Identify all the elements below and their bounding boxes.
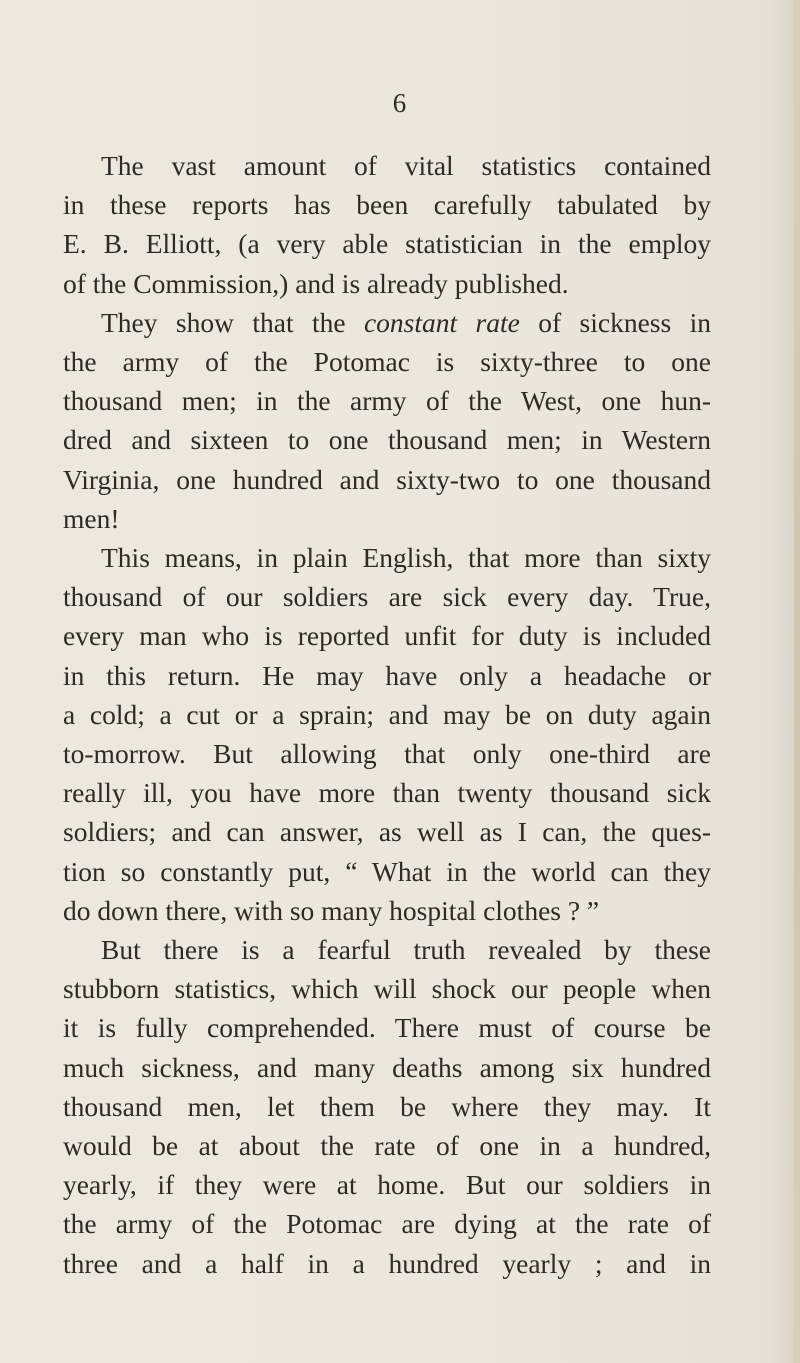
text-run: They show that the xyxy=(101,306,364,338)
text-line: do down there, with so many hospital clothes ? ” xyxy=(63,894,600,926)
text-line: every man who is reported unfit for duty is included xyxy=(63,620,711,652)
text-line: three and a half in a hundred yearly ; and in xyxy=(63,1247,711,1279)
text-line: really ill, you have more than twenty thousand sick xyxy=(63,777,711,809)
text-line: yearly, if they were at home. But our soldiers in xyxy=(63,1169,711,1201)
text-line: Virginia, one hundred and sixty-two to one thousand xyxy=(63,463,711,495)
text-line: it is fully comprehended. There must of course be xyxy=(63,1012,711,1044)
text-line: dred and sixteen to one thousand men; in Western xyxy=(63,424,711,456)
text-line: soldiers; and can answer, as well as I can, the ques- xyxy=(63,816,711,848)
paragraph-1 xyxy=(63,146,711,303)
text-line: This means, in plain English, that more than sixty xyxy=(101,542,711,574)
text-line: thousand of our soldiers are sick every day. True, xyxy=(63,581,711,613)
text-run: of sickness in xyxy=(519,306,711,338)
text-line: stubborn statistics, which will shock our people when xyxy=(63,973,711,1005)
page-number: 6 xyxy=(392,88,408,118)
text-line: men! xyxy=(63,502,120,534)
paragraph-2 xyxy=(63,303,711,538)
text-line: the army of the Potomac are dying at the rate of xyxy=(63,1208,711,1240)
text-line: E. B. Elliott, (a very able statistician in the employ xyxy=(63,228,711,260)
text-line: much sickness, and many deaths among six hundred xyxy=(63,1051,711,1083)
text-line: The vast amount of vital statistics contained xyxy=(101,150,711,181)
text-line: in these reports has been carefully tabulated by xyxy=(63,189,711,221)
text-line: would be at about the rate of one in a hundred, xyxy=(63,1130,711,1162)
paragraph-4 xyxy=(63,930,711,1283)
text-line: thousand men; in the army of the West, one hun- xyxy=(63,385,711,417)
text-line: tion so constantly put, “ What in the world can they xyxy=(63,855,711,887)
body-text xyxy=(63,146,711,1283)
text-line: thousand men, let them be where they may. It xyxy=(63,1090,711,1122)
text-line: in this return. He may have only a headache or xyxy=(63,659,711,691)
emphasized-text: constant rate xyxy=(363,306,520,338)
text-line: of the Commission,) and is already published. xyxy=(63,267,569,299)
page-edge-shadow xyxy=(794,0,800,1363)
text-line: But there is a fearful truth revealed by these xyxy=(101,934,711,966)
paragraph-3 xyxy=(63,538,711,930)
text-line: the army of the Potomac is sixty-three to one xyxy=(63,346,711,378)
text-line: to-morrow. But allowing that only one-third are xyxy=(63,738,711,770)
text-line xyxy=(63,303,711,342)
text-line: a cold; a cut or a sprain; and may be on duty again xyxy=(63,698,711,730)
